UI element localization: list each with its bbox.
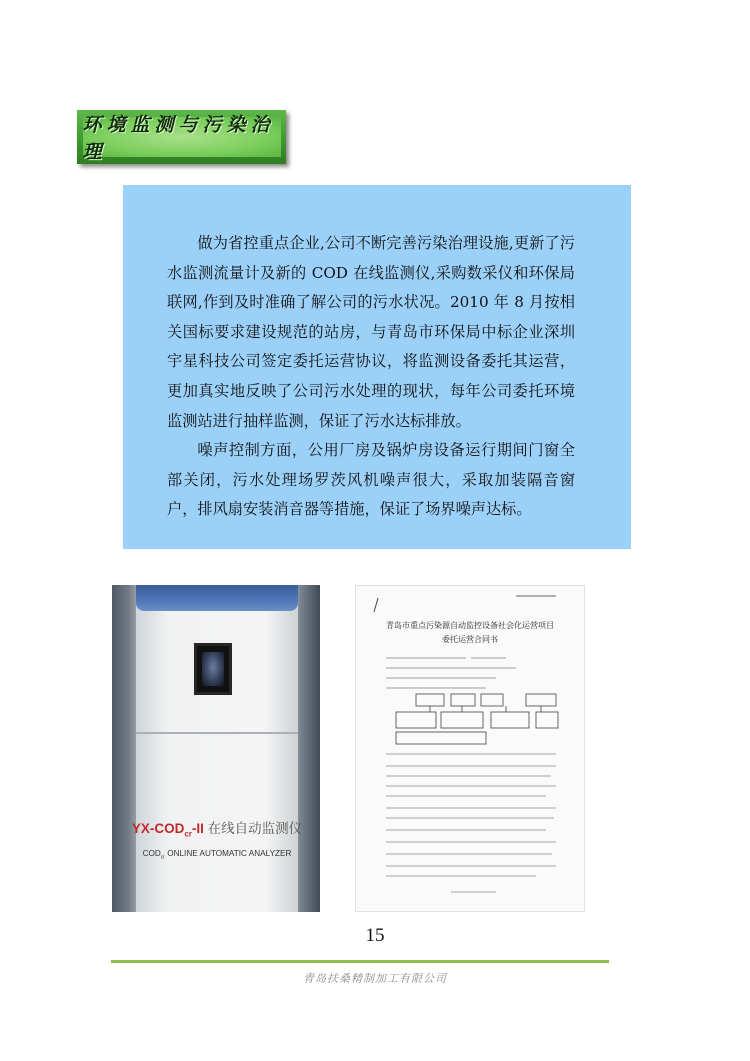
contract-document-scan — [356, 586, 585, 912]
contract-title: 青岛市重点污染源自动监控设备社会化运营项目 — [386, 621, 554, 630]
cabinet-door-split — [136, 732, 298, 734]
analyzer-model-label: $YX-COD_{cr}-II$ 在线自动监测仪 — [131, 821, 303, 839]
page-number: 15 — [365, 925, 385, 946]
contract-subtitle: 委托运营合同书 — [442, 635, 498, 644]
footer-company-name: 青岛扶桑精制加工有限公司 — [303, 972, 447, 985]
analyzer-screen — [194, 643, 232, 695]
section-header-inner — [82, 114, 281, 163]
body-paragraph-2: 噪声控制方面，公用厂房及锅炉房设备运行期间门窗全部关闭，污水处理场罗茨风机噪声很大，采取加装隔音窗户，排风扇安装消音器等措施，保证了场界噪声达标。 — [167, 441, 575, 519]
analyzer-english-caption: $COD_{cr}$ ONLINE AUTOMATIC ANALYZER — [142, 849, 292, 861]
section-header-banner — [77, 110, 286, 164]
body-paragraph-1: 做为省控重点企业,公司不断完善污染治理设施,更新了污水监测流量计及新的 COD 在线监测仪,采购数采仪和环保局联网,作到及时准确了解公司的污水状况。2010 年 8 月按相关国标要求建设规范的站房，与青岛市环保局中标企业深圳宇星科技公司签定委托运营协议，将监测设备委托其运营，更加真实地反映了公司污水处理的现状，每年公司委托环境监测站进行抽样监测，保证了污水达标排放。 — [167, 234, 575, 430]
body-text-box — [123, 185, 631, 549]
footer-divider — [111, 960, 609, 963]
cod-analyzer-photo — [112, 585, 320, 912]
section-title: 环境监测与污染治理 — [82, 114, 275, 163]
cabinet-top-cap — [136, 585, 298, 611]
analyzer-cabinet — [131, 585, 303, 912]
contract-document-photo — [355, 585, 585, 912]
